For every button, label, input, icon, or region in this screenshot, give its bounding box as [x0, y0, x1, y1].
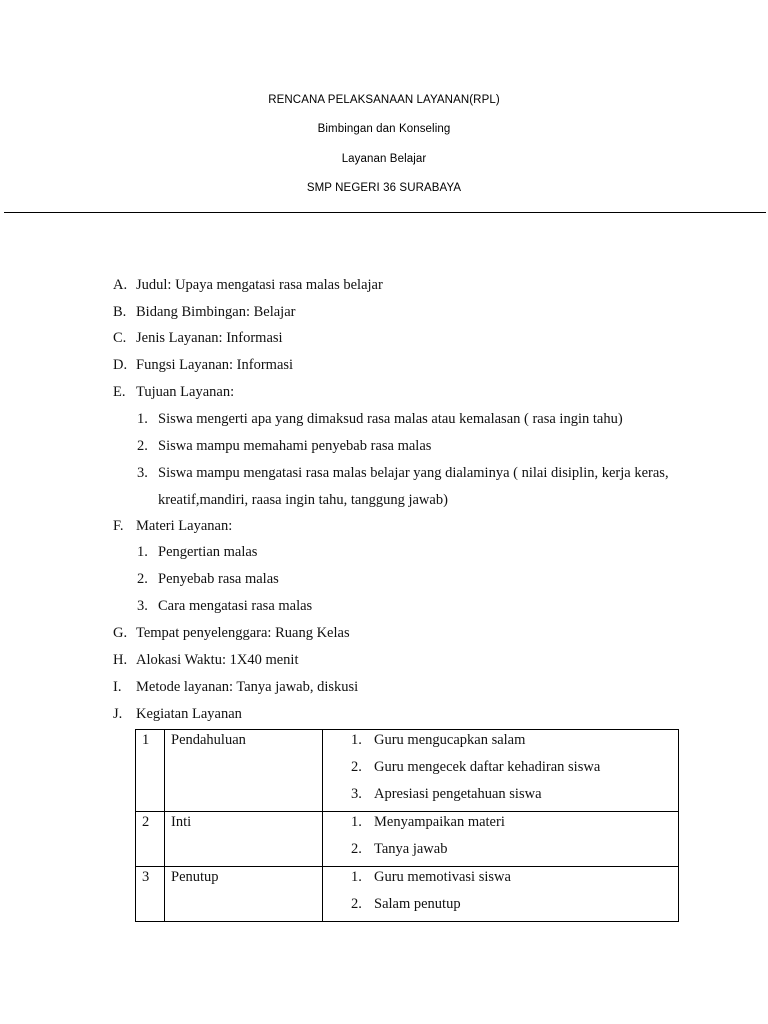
row-number-cell	[136, 867, 165, 922]
phase-label: Inti	[171, 814, 192, 830]
step-item	[323, 757, 678, 784]
step-marker: 3.	[351, 786, 362, 802]
step-text: Guru memotivasi siswa	[374, 869, 511, 885]
step-marker: 1.	[351, 814, 362, 830]
item-text: Fungsi Layanan: Informasi	[136, 357, 294, 373]
item-marker: G.	[113, 625, 128, 641]
row-number: 3	[142, 869, 150, 885]
step-marker: 2.	[351, 896, 362, 912]
step-text: Tanya jawab	[374, 841, 448, 857]
item-text: Tujuan Layanan:	[136, 384, 235, 400]
header-divider	[4, 212, 766, 213]
step-text: Guru mengucapkan salam	[374, 732, 526, 748]
item-marker: H.	[113, 652, 128, 668]
table-row	[136, 730, 679, 812]
item-marker: J.	[113, 706, 123, 722]
subitem-text: Siswa mampu mengatasi rasa malas belajar yang dialaminya ( nilai disiplin, kerja keras,	[158, 465, 669, 481]
item-text: Tempat penyelenggara: Ruang Kelas	[136, 625, 350, 641]
item-marker: C.	[113, 330, 127, 346]
subitem-text: Penyebab rasa malas	[158, 571, 279, 587]
phase-cell	[165, 730, 323, 812]
step-item	[323, 730, 678, 757]
step-text: Guru mengecek daftar kehadiran siswa	[374, 759, 601, 775]
phase-label: Pendahuluan	[171, 732, 246, 748]
phase-cell	[165, 867, 323, 922]
subitem-marker: 1.	[137, 411, 148, 427]
row-number-cell	[136, 730, 165, 812]
step-marker: 1.	[351, 869, 362, 885]
step-item	[323, 867, 678, 894]
item-text: Metode layanan: Tanya jawab, diskusi	[136, 679, 359, 695]
item-marker: B.	[113, 304, 127, 320]
item-marker: I.	[113, 679, 122, 695]
step-marker: 2.	[351, 841, 362, 857]
step-marker: 2.	[351, 759, 362, 775]
subitem-marker: 3.	[137, 598, 148, 614]
item-marker: D.	[113, 357, 128, 373]
steps-cell	[323, 730, 679, 812]
step-item	[323, 894, 678, 921]
school-name: SMP NEGERI 36 SURABAYA	[306, 182, 462, 194]
item-text: Bidang Bimbingan: Belajar	[136, 304, 296, 320]
step-marker: 1.	[351, 732, 362, 748]
row-number: 1	[142, 732, 150, 748]
subitem-text: Pengertian malas	[158, 544, 258, 560]
row-number: 2	[142, 814, 150, 830]
tujuan-item-3-continuation: kreatif,mandiri, raasa ingin tahu, tanggung jawab)	[158, 492, 448, 508]
step-item	[323, 839, 678, 866]
item-text: Materi Layanan:	[136, 518, 233, 534]
item-marker: A.	[113, 277, 128, 293]
item-text: Kegiatan Layanan	[136, 706, 242, 722]
item-marker: F.	[113, 518, 124, 534]
row-number-cell	[136, 812, 165, 867]
table-row	[136, 812, 679, 867]
table-row	[136, 867, 679, 922]
subitem-text: Cara mengatasi rasa malas	[158, 598, 313, 614]
item-marker: E.	[113, 384, 126, 400]
step-text: Salam penutup	[374, 896, 461, 912]
steps-cell	[323, 812, 679, 867]
subitem-marker: 2.	[137, 438, 148, 454]
step-text: Apresiasi pengetahuan siswa	[374, 786, 542, 802]
item-text: Alokasi Waktu: 1X40 menit	[136, 652, 299, 668]
subitem-text: Siswa mampu memahami penyebab rasa malas	[158, 438, 432, 454]
item-text: Jenis Layanan: Informasi	[136, 330, 283, 346]
subitem-marker: 3.	[137, 465, 148, 481]
service-type: Layanan Belajar	[341, 153, 427, 165]
subitem-text: Siswa mengerti apa yang dimaksud rasa malas atau kemalasan ( rasa ingin tahu)	[158, 411, 623, 427]
step-text: Menyampaikan materi	[374, 814, 505, 830]
phase-label: Penutup	[171, 869, 219, 885]
item-text: Judul: Upaya mengatasi rasa malas belajar	[136, 277, 383, 293]
step-item	[323, 784, 678, 811]
subitem-marker: 1.	[137, 544, 148, 560]
document-title: RENCANA PELAKSANAAN LAYANAN(RPL)	[268, 94, 500, 106]
step-item	[323, 812, 678, 839]
document-subtitle: Bimbingan dan Konseling	[317, 123, 451, 135]
phase-cell	[165, 812, 323, 867]
subitem-marker: 2.	[137, 571, 148, 587]
steps-cell	[323, 867, 679, 922]
kegiatan-table	[135, 729, 679, 922]
